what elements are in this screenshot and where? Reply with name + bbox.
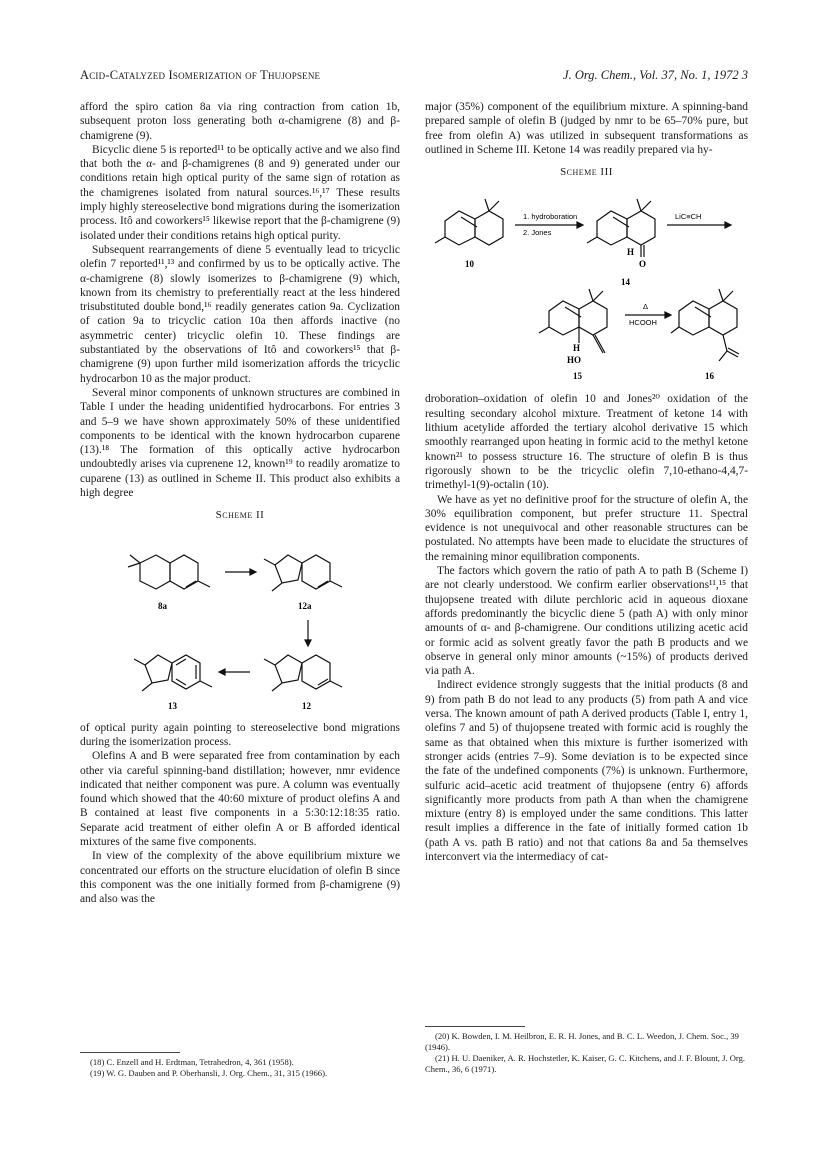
label-8a: 8a (158, 600, 167, 611)
left-footnotes (80, 1046, 400, 1079)
structure-8a (128, 555, 210, 589)
label-15: 15 (572, 371, 582, 382)
atom-h: H (626, 247, 634, 258)
structure-12a (264, 555, 342, 591)
structure-16 (671, 289, 739, 361)
footnote-20: (20) K. Bowden, I. M. Heilbron, E. R. H. Jones, and B. C. L. Weedon, J. Chem. Soc., 39 (1946). (425, 1031, 739, 1052)
paragraph: Subsequent rearrangements of diene 5 eventually lead to tricyclic olefin 7 reported¹¹,¹³ and confirmed by us to be optically active. The α-chamigrene (8) slowly isomerizes to β-chamigrene (9) which, known from its chemistry to preferentially react at the less hindered trisubstituted double bond,¹⁶ readily generates cation 9a. Cyclization of cation 9a to tricyclic cation 10a then affords inactive (no asymmetric center) tricyclic olefin 10. These findings are substantiated by the observations of Itô and coworkers¹⁵ that β-chamigrene (9) upon further mild isomerization affords the tricyclic hydrocarbon 10 as the major product. (80, 243, 400, 385)
label-16: 16 (704, 371, 714, 382)
left-column (80, 100, 400, 906)
journal-reference: J. Org. Chem., Vol. 37, No. 1, 1972 3 (563, 68, 748, 82)
paragraph: The factors which govern the ratio of path A to path B (Scheme I) are not clearly understood. We confirm earlier observations¹¹,¹⁵ that thujopsene treated with dilute perchloric acid in aqueous dioxane affords predominantly the bicyclic diene 5 (path A) with only minor amounts of α- and β-chamigrene. Our conditions utilizing acetic acid or formic acid as solvent greatly favor the path B products and we observe in general only minor amounts (~15%) of products derived via path A. (425, 565, 748, 678)
step-heat: Δ (642, 302, 648, 312)
structure-13 (134, 655, 212, 691)
page-header (80, 68, 748, 88)
step-lithium-acetylide: LiC≡CH (674, 212, 701, 222)
paragraph: afford the spiro cation 8a via ring contraction from cation 1b, subsequent proton loss generating both α-chamigrene (8) and β-chamigrene (9). (80, 101, 400, 142)
atom-h: H (572, 343, 580, 354)
label-13: 13 (168, 700, 177, 711)
scheme-iii (425, 165, 748, 386)
footnote-rule (425, 1026, 525, 1027)
paragraph: Indirect evidence strongly suggests that the initial products (8 and 9) from path B do not lead to any products (5) from path A and vice versa. The known amount of path A derived products (Table I, entry 1, olefins 7 and 5) of thujopsene treated with formic acid is roughly the same as that obtained when this mixture is further isomerized with stronger acids (entries 7–9). Some deviation is to be expected since the fate of the undefined components (7%) is unknown. Furthermore, sulfuric acid–acetic acid treatment of thujopsene (entry 6) affords significantly more products from path A than when the chamigrene mixture (entry 8) is employed under the same conditions. This latter result implies a difference in the fate of initially formed cation 1b (path A vs. path B ratio) and not that cations 8a and 5a themselves interconvert via the intermediacy of cat- (425, 679, 748, 863)
footnote-18: (18) C. Enzell and H. Erdtman, Tetrahedron, 4, 361 (1958). (90, 1057, 294, 1067)
footnote-19: (19) W. G. Dauben and P. Oberhansli, J. Org. Chem., 31, 315 (1966). (90, 1068, 328, 1078)
paragraph: Bicyclic diene 5 is reported¹¹ to be optically active and we also find that both the α- and β-chamigrenes (8 and 9) generated under our conditions retain high optical purity of the same sign of rotation as the chamigrenes isolated from natural sources.¹⁶,¹⁷ These results imply highly stereoselective bond migrations during the isomerization process. Itô and coworkers¹⁵ likewise report that the β-chamigrene (9) isolated under their conditions retains high optical purity. (80, 143, 400, 242)
structure-14 (587, 199, 655, 257)
right-footnotes (425, 1020, 748, 1075)
paragraph: of optical purity again pointing to stereoselective bond migrations during the isomerization process. (80, 721, 400, 748)
step-jones: 2. Jones (522, 228, 551, 238)
label-10: 10 (464, 259, 474, 270)
scheme-ii (80, 508, 400, 714)
footnote-21: (21) H. U. Daeniker, A. R. Hochstetler, K. Kaiser, G. C. Kitchens, and J. F. Blount, J. Org. Chem., 36, 6 (1971). (425, 1053, 746, 1074)
paragraph: droboration–oxidation of olefin 10 and Jones²⁰ oxidation of the resulting secondary alcohol mixture. Treatment of ketone 14 with lithium acetylide afforded the tertiary alcohol derivative 15 which smoothly rearranged upon heating in formic acid to the methyl ketone known²¹ to possess structure 16. The structure of olefin B is thus rigorously shown to be the tricyclic olefin 7,10-ethano-4,4,7-trimethyl-1(9)-octalin (10). (425, 393, 748, 492)
right-column (425, 100, 748, 864)
paragraph: major (35%) component of the equilibrium mixture. A spinning-band prepared sample of olefin B (judged by nmr to be 65–70% pure, but free from olefin A) was utilized in subsequent transformations as outlined in Scheme III. Ketone 14 was readily prepared via hy- (425, 101, 748, 156)
scheme-title: Scheme III (560, 166, 613, 179)
scheme-iii-figure (427, 181, 747, 386)
atom-ho: HO (566, 355, 581, 366)
label-12a: 12a (298, 600, 312, 611)
scheme-title: Scheme II (215, 509, 265, 522)
structure-10 (435, 199, 503, 245)
paragraph: We have as yet no definitive proof for the structure of olefin A, the 30% equilibration component, but prefer structure 11. Spectral evidence is not unequivocal and other reasonable structures can be postulated. No attempts have been made to elucidate the structures of the remaining minor equilibration components. (425, 493, 748, 563)
step-formic-acid: HCOOH (628, 318, 657, 328)
footnote-rule (80, 1052, 180, 1053)
step-hydroboration: 1. hydroboration (522, 212, 577, 222)
paragraph: Several minor components of unknown structures are combined in Table I under the heading unidentified hydrocarbons. For entries 3 and 5–9 we have shown approximately 50% of these unidentified components to be identical with the known hydrocarbon cuparene (13).¹⁸ The formation of this optically active hydrocarbon undoubtedly arises via cuprenene 12, known¹⁹ to readily aromatize to cuparene (13) as outlined in Scheme II. This product also exhibits a high degree (80, 386, 400, 500)
label-14: 14 (620, 277, 630, 288)
running-title: Acid-Catalyzed Isomerization of Thujopsene (80, 68, 321, 82)
structure-12 (264, 655, 342, 691)
paragraph: In view of the complexity of the above equilibrium mixture we concentrated our efforts on the structure elucidation of olefin B since this component was the one initially formed from β-chamigrene (9) and also was the (80, 850, 400, 906)
paragraph: Olefins A and B were separated free from contamination by each other via careful spinning-band distillation; however, nmr evidence indicated that neither component was pure. A column was eventually found which showed that the 40:60 mixture of product olefins A and B contained at least five components in a 5:30:12:18:35 ratio. Separate acid treatment of either olefin A or B afforded identical mixtures of the same five components. (80, 750, 400, 848)
atom-o: O (638, 259, 646, 270)
scheme-ii-figure (90, 525, 390, 715)
label-12: 12 (302, 700, 311, 711)
